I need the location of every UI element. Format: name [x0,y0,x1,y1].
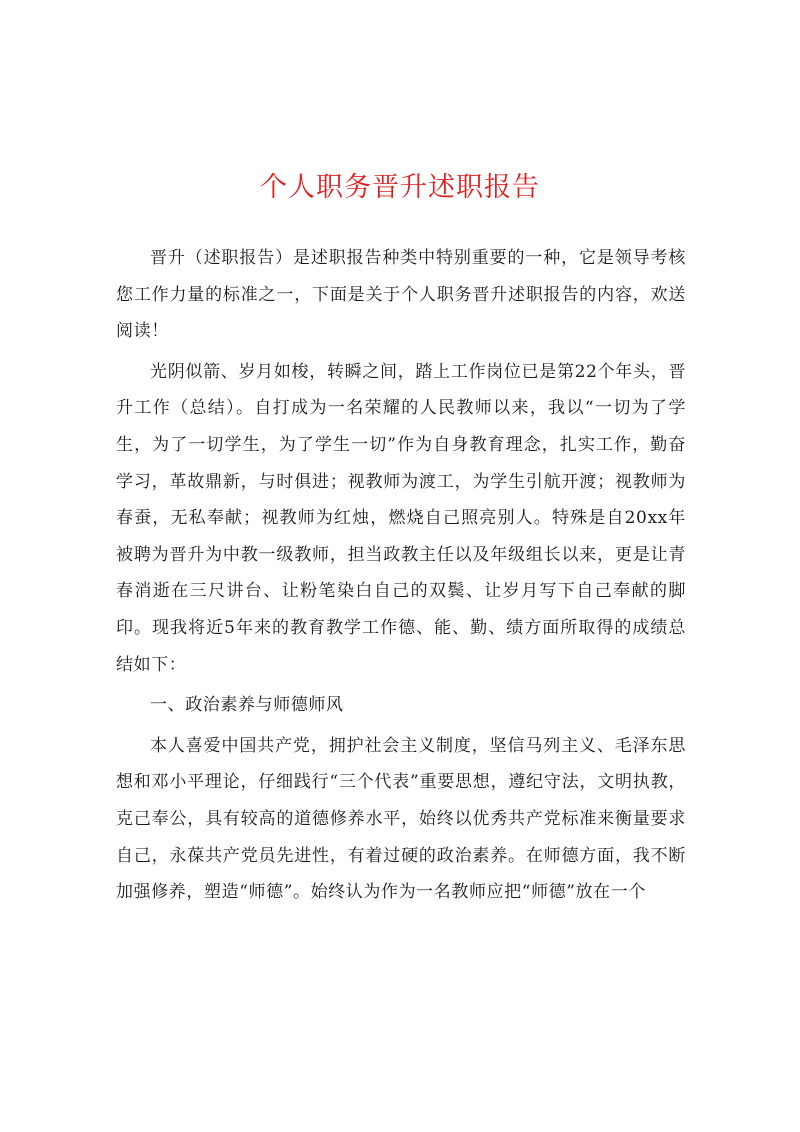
politics-paragraph: 本人喜爱中国共产党，拥护社会主义制度，坚信马列主义、毛泽东思想和邓小平理论，仔细践行“三个代表”重要思想，遵纪守法，文明执教，克己奉公，具有较高的道德修养水平，始终以优秀共产党标准来衡量要求自己，永葆共产党员先进性，有着过硬的政治素养。在师德方面，我不断加强修养，塑造“师德”。始终认为作为一名教师应把“师德”放在一个 [116,735,686,903]
intro-paragraph: 晋升（述职报告）是述职报告种类中特别重要的一种，它是领导考核您工作力量的标准之一，下面是关于个人职务晋升述职报告的内容，欢送阅读！ [116,248,686,342]
career-paragraph: 光阴似箭、岁月如梭，转瞬之间，踏上工作岗位已是第22个年头，晋升工作（总结）。自打成为一名荣耀的人民教师以来，我以“一切为了学生，为了一切学生，为了学生一切”作为自身教育理念，扎实工作，勤奋学习，革故鼎新，与时俱进；视教师为渡工，为学生引航开渡；视教师为春蚕，无私奉献；视教师为红烛，燃烧自己照亮别人。特殊是自20xx年被聘为晋升为中教一级教师，担当政教主任以及年级组长以来，更是让青春消逝在三尺讲台、让粉笔染白自己的双鬓、让岁月写下自己奉献的脚印。现我将近5年来的教育教学工作德、能、勤、绩方面所取得的成绩总结如下： [116,361,686,675]
document-title: 个人职务晋升述职报告 [260,172,540,203]
section-heading: 一、政治素养与师德师风 [150,695,344,716]
document-body [116,240,686,915]
